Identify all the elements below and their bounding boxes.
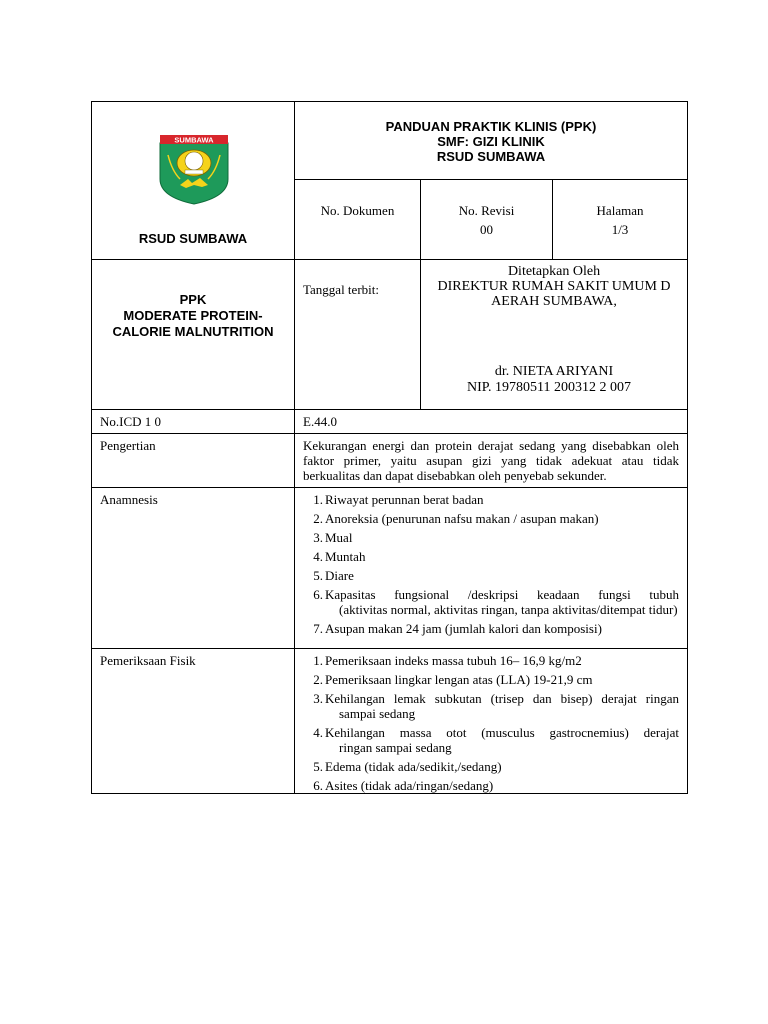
revision-label: No. Revisi [458, 203, 515, 218]
director-line-1: DIREKTUR RUMAH SAKIT UMUM D [437, 279, 671, 294]
hospital-name: RSUD SUMBAWA [138, 231, 248, 246]
title-line-3: RSUD SUMBAWA [436, 149, 546, 164]
physical-exam-label-cell [92, 649, 295, 794]
page-label: Halaman [596, 203, 644, 218]
definition-text: Kekurangan energi dan protein derajat sedang yang disebabkan oleh faktor primer, yaitu asupan gizi yang tidak adekuat atau tidak berkualitas dan dapat disebabkan oleh penyebab sekunder. [303, 438, 680, 483]
title-line-1: PANDUAN PRAKTIK KLINIS (PPK) [385, 119, 597, 134]
list-item: 4. Kehilangan massa otot (musculus gastrocnemius) derajat ringan sampai sedang [313, 725, 680, 755]
director-line-2: AERAH SUMBAWA, [491, 294, 617, 309]
anamnesis-cell [295, 488, 688, 649]
anamnesis-label: Anamnesis [100, 492, 158, 507]
document-number-cell [295, 180, 421, 260]
established-by: Ditetapkan Oleh [507, 264, 601, 279]
revision-cell [421, 180, 553, 260]
definition-label-cell [92, 434, 295, 488]
list-item: 4. Muntah [313, 549, 366, 564]
list-item: 2. Pemeriksaan lingkar lengan atas (LLA) 19-21,9 cm [313, 672, 593, 687]
physical-exam-label: Pemeriksaan Fisik [100, 653, 196, 668]
ppk-document-table [91, 101, 688, 794]
document-number-label: No. Dokumen [320, 203, 395, 218]
signer-name: dr. NIETA ARIYANI [494, 364, 614, 379]
ppk-title-cell [92, 260, 295, 410]
sumbawa-logo [158, 135, 230, 205]
signer-nip: NIP. 19780511 200312 2 007 [467, 380, 631, 395]
ppk-line-2: MODERATE PROTEIN- [123, 308, 263, 323]
anamnesis-list [303, 492, 679, 636]
list-item: 3. Mual [313, 530, 353, 545]
list-item: 6. Asites (tidak ada/ringan/sedang) [313, 778, 494, 793]
physical-exam-cell [295, 649, 688, 794]
signature-block [421, 364, 687, 396]
list-item: 6. Kapasitas fungsional /deskripsi keadaan fungsi tubuh (aktivitas normal, aktivitas ringan, tanpa aktivitas/ditempat tidur) [313, 587, 680, 617]
list-item: 1. Pemeriksaan indeks massa tubuh 16– 16,9 kg/m2 [313, 653, 582, 668]
list-item: 5. Edema (tidak ada/sedikit,/sedang) [313, 759, 502, 774]
icd-value-cell [295, 410, 688, 434]
list-item: 2. Anoreksia (penurunan nafsu makan / asupan makan) [313, 511, 599, 526]
established-cell [421, 260, 688, 410]
icd-value: E.44.0 [303, 414, 337, 429]
page-cell [553, 180, 688, 260]
document-title [295, 102, 688, 180]
definition-cell [295, 434, 688, 488]
list-item: 5. Diare [313, 568, 354, 583]
icd-label-cell [92, 410, 295, 434]
revision-value: 00 [480, 222, 493, 237]
anamnesis-label-cell [92, 488, 295, 649]
list-item: 1. Riwayat perunnan berat badan [313, 492, 484, 507]
logo-cell [92, 102, 295, 260]
title-line-2: SMF: GIZI KLINIK [437, 134, 545, 149]
list-item: 3. Kehilangan lemak subkutan (trisep dan bisep) derajat ringan sampai sedang [313, 691, 680, 721]
page-value: 1/3 [611, 222, 629, 237]
issue-date-cell [295, 260, 421, 410]
definition-label: Pengertian [100, 438, 156, 453]
physical-exam-list [303, 653, 679, 793]
list-item: 7. Asupan makan 24 jam (jumlah kalori dan komposisi) [313, 621, 602, 636]
logo-text: SUMBAWA [174, 135, 214, 145]
ppk-title [92, 292, 294, 340]
ppk-line-3: CALORIE MALNUTRITION [112, 324, 274, 339]
ppk-line-1: PPK [179, 292, 207, 307]
icd-label: No.ICD 1 0 [100, 414, 162, 429]
issue-date-label: Tanggal terbit: [303, 282, 379, 297]
